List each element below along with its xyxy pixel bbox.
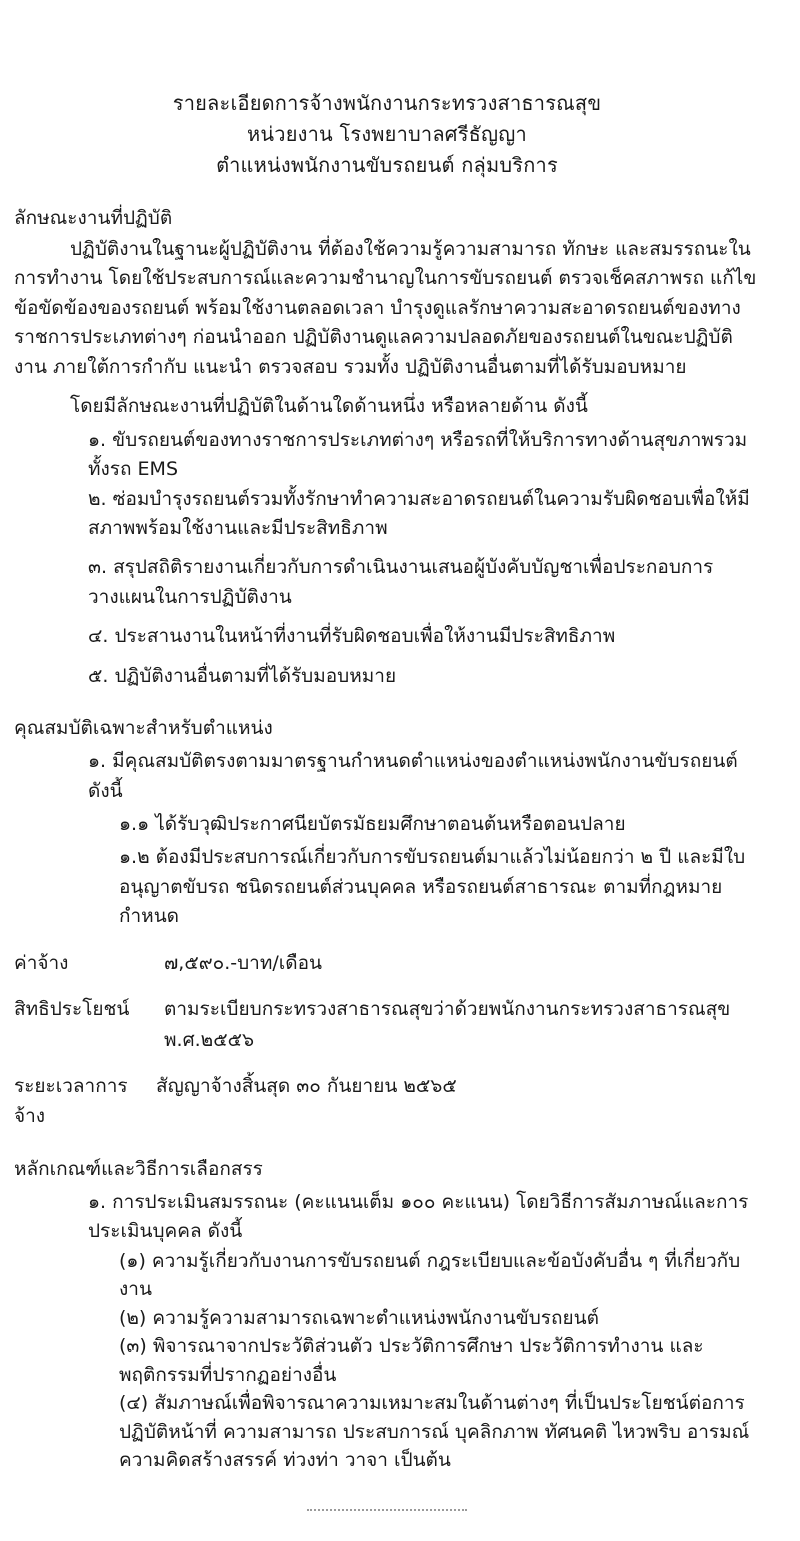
duration-label: ระยะเวลาการจ้าง — [14, 1074, 128, 1128]
duration-value: สัญญาจ้างสิ้นสุด ๓๐ กันยายน ๒๕๖๕ — [156, 1074, 457, 1097]
qualifications-item-1-2: ๑.๒ ต้องมีประสบการณ์เกี่ยวกับการขับรถยนต์มาแล้วไม่น้อยกว่า ๒ ปี และมีใบอนุญาตขับรถ ชนิดรถยนต์ส่วนบุคคล หรือรถยนต์สาธารณะ ตามที่กฎหมายกำหนด — [119, 846, 746, 928]
title-line-1: รายละเอียดการจ้างพนักงานกระทรวงสาธารณสุข — [172, 91, 602, 115]
title-line-3: ตำแหน่งพนักงานขับรถยนต์ กลุ่มบริการ — [216, 153, 558, 177]
selection-subitem-2: (๒) ความรู้ความสามารถเฉพาะตำแหน่งพนักงานขับรถยนต์ — [119, 1306, 599, 1329]
selection-subitem-1: (๑) ความรู้เกี่ยวกับงานการขับรถยนต์ กฎระเบียบและข้อบังคับอื่น ๆ ที่เกี่ยวกับงาน — [119, 1249, 741, 1301]
wage-label: ค่าจ้าง — [14, 951, 69, 974]
duties-heading: ลักษณะงานที่ปฏิบัติ — [14, 207, 173, 229]
duties-item-5: ๕. ปฏิบัติงานอื่นตามที่ได้รับมอบหมาย — [88, 664, 397, 687]
selection-heading: หลักเกณฑ์และวิธีการเลือกสรร — [14, 1157, 263, 1180]
selection-subitem-3: (๓) พิจารณาจากประวัติส่วนตัว ประวัติการศึกษา ประวัติการทำงาน และพฤติกรรมที่ปรากฏอย่างอื่น — [119, 1335, 704, 1386]
qualifications-heading: คุณสมบัติเฉพาะสำหรับตำแหน่ง — [14, 717, 273, 740]
benefits-label: สิทธิประโยชน์ — [14, 998, 130, 1021]
wage-row — [14, 948, 760, 978]
duties-item-4: ๔. ประสานงานในหน้าที่งานที่รับผิดชอบเพื่อให้งานมีประสิทธิภาพ — [88, 625, 616, 648]
qualifications-item-1: ๑. มีคุณสมบัติตรงตามมาตรฐานกำหนดตำแหน่งของตำแหน่งพนักงานขับรถยนต์ ดังนี้ — [88, 750, 738, 802]
benefits-value: ตามระเบียบกระทรวงสาธารณสุขว่าด้วยพนักงานกระทรวงสาธารณสุข พ.ศ.๒๕๕๖ — [164, 998, 731, 1051]
selection-subitem-4: (๔) สัมภาษณ์เพื่อพิจารณาความเหมาะสมในด้านต่างๆ ที่เป็นประโยชน์ต่อการปฏิบัติหน้าที่ ความสามารถ ประสบการณ์ บุคลิกภาพ ทัศนคติ ไหวพริบ อารมณ์ ความคิดสร้างสรรค์ ท่วงท่า วาจา เป็นต้น — [119, 1392, 750, 1472]
duties-lead-in: โดยมีลักษณะงานที่ปฏิบัติในด้านใดด้านหนึ่ง หรือหลายด้าน ดังนี้ — [70, 395, 588, 418]
duties-item-2: ๒. ซ่อมบำรุงรถยนต์รวมทั้งรักษาทำความสะอาดรถยนต์ในความรับผิดชอบเพื่อให้มีสภาพพร้อมใช้งานและมีประสิทธิภาพ — [88, 487, 750, 539]
title-line-2: หน่วยงาน โรงพยาบาลศรีธัญญา — [247, 122, 527, 146]
qualifications-item-1-1: ๑.๑ ได้รับวุฒิประกาศนียบัตรมัธยมศึกษาตอนต้นหรือตอนปลาย — [119, 813, 626, 835]
selection-item-1: ๑. การประเมินสมรรถนะ (คะแนนเต็ม ๑๐๐ คะแนน) โดยวิธีการสัมภาษณ์และการประเมินบุคคล ดังนี้ — [88, 1190, 749, 1243]
footer-divider — [307, 1509, 467, 1511]
benefits-row — [14, 994, 760, 1055]
duties-item-3: ๓. สรุปสถิติรายงานเกี่ยวกับการดำเนินงานเสนอผู้บังคับบัญชาเพื่อประกอบการวางแผนในการปฏิบัติงาน — [88, 556, 714, 608]
wage-value: ๗,๕๙๐.-บาท/เดือน — [164, 951, 323, 974]
duties-intro-paragraph: ปฏิบัติงานในฐานะผู้ปฏิบัติงาน ที่ต้องใช้ความรู้ความสามารถ ทักษะ และสมรรถนะในการทำงาน โดยใช้ประสบการณ์และความชำนาญในการขับรถยนต์ ตรวจเช็คสภาพรถ แก้ไขข้อขัดข้องของรถยนต์ พร้อมใช้งานตลอดเวลา บำรุงดูแลรักษาความสะอาดรถยนต์ของทางราชการประเภทต่างๆ ก่อนนำออก ปฏิบัติงานดูแลความปลอดภัยของรถยนต์ในขณะปฏิบัติงาน ภายใต้การกำกับ แนะนำ ตรวจสอบ รวมทั้ง ปฏิบัติงานอื่นตามที่ได้รับมอบหมาย — [14, 238, 757, 378]
duties-item-1: ๑. ขับรถยนต์ของทางราชการประเภทต่างๆ หรือรถที่ให้บริการทางด้านสุขภาพรวมทั้งรถ EMS — [88, 428, 748, 481]
duration-row — [14, 1071, 760, 1132]
document-title-block — [14, 88, 760, 181]
